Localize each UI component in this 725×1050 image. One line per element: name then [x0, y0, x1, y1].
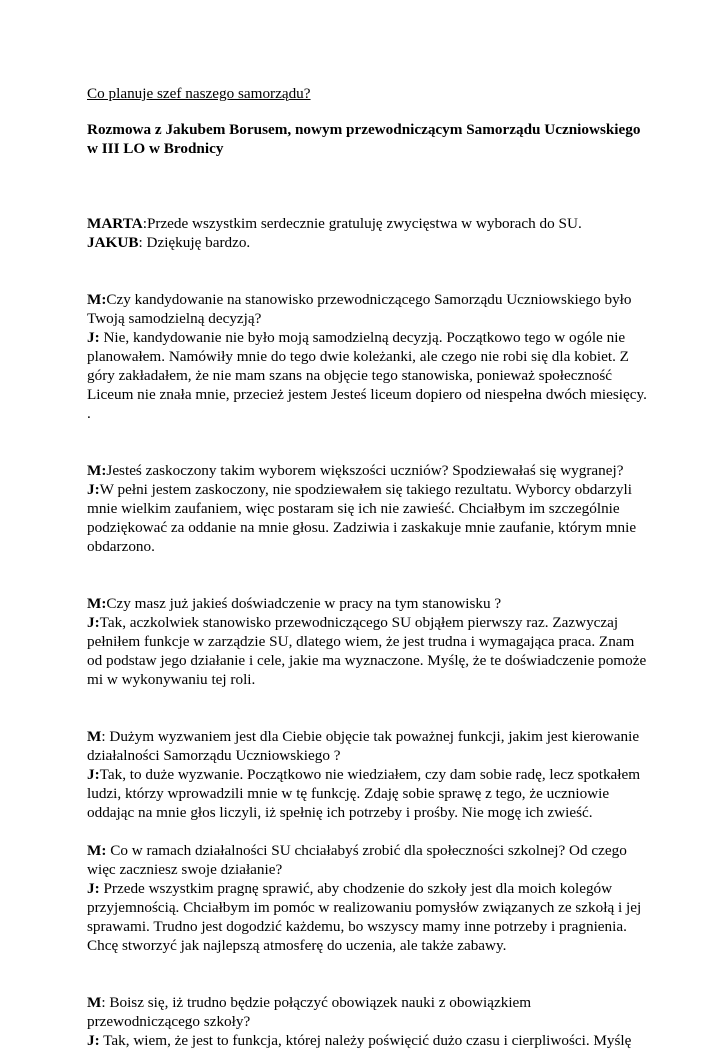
exchange-5	[87, 727, 647, 822]
utterance-text: Czy masz już jakieś doświadczenie w pracy na tym stanowisku ?	[106, 595, 502, 612]
utterance-text: Tak, to duże wyzwanie. Początkowo nie wiedziałem, czy dam sobie radę, lecz spotkałem ludzi, którzy wprowadzili mnie w tę funkcję. Zdaję sobie sprawę z tego, że uczniowie oddając na mnie głos liczyli, iż spełnię ich potrzeby i prośby. Nie mogę ich zwieść.	[87, 766, 641, 821]
utterance-text: :Przede wszystkim serdecznie gratuluję zwycięstwa w wyborach do SU.	[142, 215, 582, 232]
speaker-label: M:	[87, 842, 107, 859]
utterance-text: Co w ramach działalności SU chciałabyś zrobić dla społeczności szkolnej? Od czego więc zaczniesz swoje działanie?	[87, 842, 627, 878]
utterance-text: : Dużym wyzwaniem jest dla Ciebie objęcie tak poważnej funkcji, jakim jest kierowanie działalności Samorządu Uczniowskiego ?	[87, 728, 640, 764]
speaker-label: M	[87, 728, 102, 745]
speaker-label: J:	[87, 1032, 100, 1049]
utterance-text: W pełni jestem zaskoczony, nie spodziewałem się takiego rezultatu. Wyborcy obdarzyli mnie wielkim zaufaniem, więc postaram się ich nie zawieść. Chciałbym im szczególnie podziękować za oddanie na mnie głosu. Zadziwia i zaskakuje mnie zaufanie, którym mnie obdarzono.	[87, 481, 637, 555]
article-title: Co planuje szef naszego samorządu?	[87, 85, 311, 102]
exchange-1	[87, 214, 647, 252]
speaker-label: JAKUB	[87, 234, 139, 251]
speaker-label: M	[87, 994, 102, 1011]
utterance-text: Tak, aczkolwiek stanowisko przewodniczącego SU objąłem pierwszy raz. Zazwyczaj pełniłem funkcje w zarządzie SU, dlatego wiem, że jest trudna i wymagająca praca. Znam od podstaw jego działanie i cele, jakie ma wyznaczone. Myślę, że te doświadczenie pomoże mi w wykonywaniu tej roli.	[87, 614, 647, 688]
speaker-label: J:	[87, 766, 100, 783]
speaker-label: J:	[87, 329, 100, 346]
utterance-text: Czy kandydowanie na stanowisko przewodniczącego Samorządu Uczniowskiego było Twoją samodzielną decyzją?	[87, 291, 632, 327]
article-subtitle: Rozmowa z Jakubem Borusem, nowym przewodniczącym Samorządu Uczniowskiego w III LO w Brodnicy	[87, 121, 641, 157]
exchange-4	[87, 594, 647, 689]
document-page	[87, 84, 647, 1050]
utterance-text: : Dziękuję bardzo.	[138, 234, 251, 251]
exchange-2	[87, 290, 647, 423]
utterance-text: Jesteś zaskoczony takim wyborem większości uczniów? Spodziewałaś się wygranej?	[106, 462, 624, 479]
speaker-label: J:	[87, 481, 100, 498]
speaker-label: M:	[87, 291, 107, 308]
utterance-text: Tak, wiem, że jest to funkcja, której należy poświęcić dużo czasu i cierpliwości. Myślę	[99, 1032, 632, 1049]
speaker-label: J:	[87, 880, 100, 897]
speaker-label: M:	[87, 595, 107, 612]
utterance-text: : Boisz się, iż trudno będzie połączyć obowiązek nauki z obowiązkiem przewodniczącego szkoły?	[87, 994, 532, 1030]
speaker-label: M:	[87, 462, 107, 479]
utterance-text: Nie, kandydowanie nie było moją samodzielną decyzją. Początkowo tego w ogóle nie planowałem. Namówiły mnie do tego dwie koleżanki, ale czego nie robi się dla kobiet. Z góry zakładałem, że nie mam szans na objęcie tego stanowiska, ponieważ społeczność Liceum nie znała mnie, przecież jestem Jesteś liceum dopiero od niespełna dwóch miesięcy. .	[87, 329, 647, 422]
exchange-3	[87, 461, 647, 556]
exchange-6	[87, 841, 647, 955]
exchange-7	[87, 993, 647, 1050]
speaker-label: J:	[87, 614, 100, 631]
speaker-label: MARTA	[87, 215, 143, 232]
utterance-text: Przede wszystkim pragnę sprawić, aby chodzenie do szkoły jest dla moich kolegów przyjemnością. Chciałbym im pomóc w realizowaniu pomysłów związanych ze szkołą i jej sprawami. Trudno jest dogodzić każdemu, bo wszyscy mamy inne potrzeby i pragnienia. Chcę stworzyć jak najlepszą atmosferę do uczenia, ale także zabawy.	[87, 880, 642, 954]
